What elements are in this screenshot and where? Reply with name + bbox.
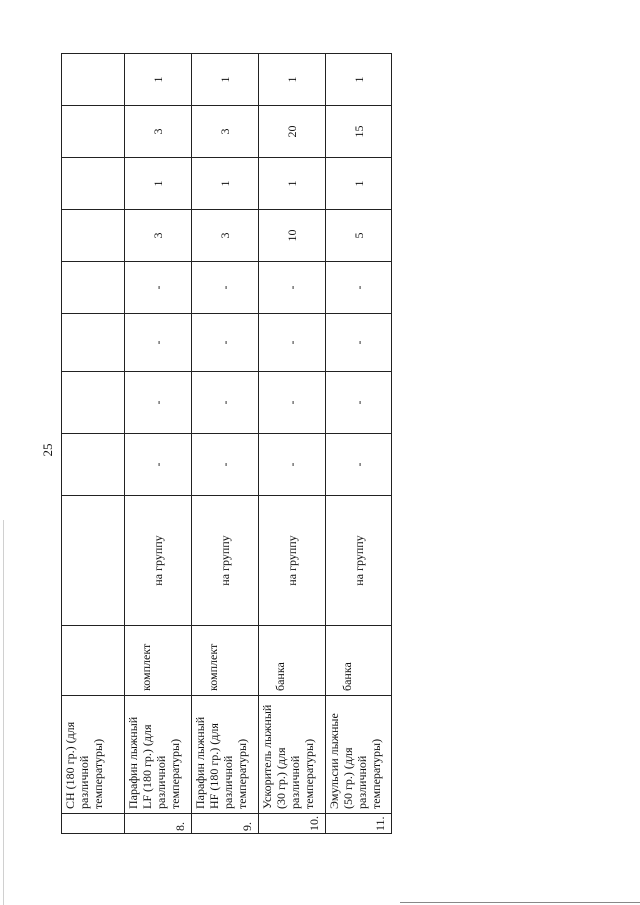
cell-c8: 1 xyxy=(125,54,192,106)
cell-c1: - xyxy=(326,434,392,496)
item-name: Парафин лыжный LF (180 гр.) (для различной температуры) xyxy=(125,696,192,814)
table-row xyxy=(62,54,125,834)
calculation-basis: на группу xyxy=(259,496,326,626)
cell-c8 xyxy=(62,54,125,106)
cell-c5: 5 xyxy=(326,210,392,262)
row-number: 10. xyxy=(259,814,326,834)
cell-c2: - xyxy=(259,372,326,434)
cell-c5: 10 xyxy=(259,210,326,262)
page-edge-line xyxy=(3,520,4,905)
item-name: Парафин лыжный HF (180 гр.) (для различной температуры) xyxy=(192,696,259,814)
cell-c8: 1 xyxy=(326,54,392,106)
unit-of-measure: банка xyxy=(259,626,326,696)
cell-c3: - xyxy=(326,314,392,372)
table-body xyxy=(62,54,392,834)
cell-c8: 1 xyxy=(192,54,259,106)
calculation-basis xyxy=(62,496,125,626)
equipment-table xyxy=(61,53,392,834)
unit-of-measure: банка xyxy=(326,626,392,696)
cell-c3: - xyxy=(259,314,326,372)
table-row xyxy=(259,54,326,834)
cell-c7: 20 xyxy=(259,106,326,158)
calculation-basis: на группу xyxy=(192,496,259,626)
cell-c4: - xyxy=(326,262,392,314)
row-number xyxy=(62,814,125,834)
cell-c7: 15 xyxy=(326,106,392,158)
item-name: Эмульсии лыжные (50 гр.) (для различной температуры) xyxy=(326,696,392,814)
page-number: 25 xyxy=(40,443,55,457)
row-number: 11. xyxy=(326,814,392,834)
cell-c1: - xyxy=(192,434,259,496)
table-row xyxy=(125,54,192,834)
cell-c5: 3 xyxy=(192,210,259,262)
unit-of-measure xyxy=(62,626,125,696)
equipment-table-rotated xyxy=(61,54,391,834)
cell-c4: - xyxy=(259,262,326,314)
cell-c6 xyxy=(62,158,125,210)
cell-c2: - xyxy=(192,372,259,434)
cell-c6: 1 xyxy=(326,158,392,210)
cell-c2: - xyxy=(326,372,392,434)
cell-c6: 1 xyxy=(125,158,192,210)
cell-c7 xyxy=(62,106,125,158)
cell-c6: 1 xyxy=(192,158,259,210)
cell-c2 xyxy=(62,372,125,434)
cell-c4: - xyxy=(192,262,259,314)
table-row xyxy=(192,54,259,834)
cell-c7: 3 xyxy=(192,106,259,158)
cell-c4: - xyxy=(125,262,192,314)
item-name: CH (180 гр.) (для различной температуры) xyxy=(62,696,125,814)
unit-of-measure: комплект xyxy=(125,626,192,696)
cell-c2: - xyxy=(125,372,192,434)
cell-c3: - xyxy=(125,314,192,372)
cell-c7: 3 xyxy=(125,106,192,158)
page-bottom-line xyxy=(400,902,640,903)
cell-c1: - xyxy=(259,434,326,496)
table-row xyxy=(326,54,392,834)
cell-c5 xyxy=(62,210,125,262)
cell-c3: - xyxy=(192,314,259,372)
row-number: 8. xyxy=(125,814,192,834)
row-number: 9. xyxy=(192,814,259,834)
cell-c1 xyxy=(62,434,125,496)
calculation-basis: на группу xyxy=(125,496,192,626)
cell-c8: 1 xyxy=(259,54,326,106)
cell-c4 xyxy=(62,262,125,314)
cell-c1: - xyxy=(125,434,192,496)
cell-c3 xyxy=(62,314,125,372)
item-name: Ускоритель лыжный (30 гр.) (для различной температуры) xyxy=(259,696,326,814)
unit-of-measure: комплект xyxy=(192,626,259,696)
cell-c6: 1 xyxy=(259,158,326,210)
cell-c5: 3 xyxy=(125,210,192,262)
calculation-basis: на группу xyxy=(326,496,392,626)
